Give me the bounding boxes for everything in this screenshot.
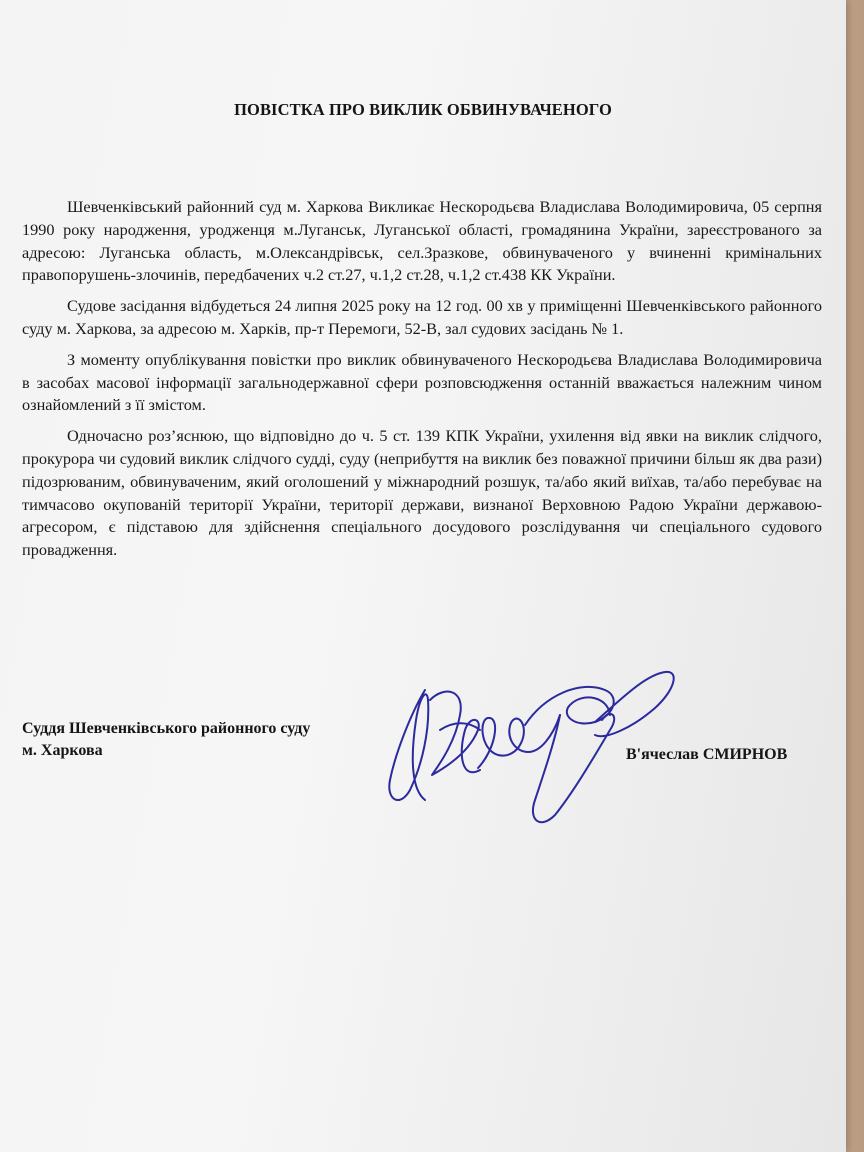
paragraph-hearing: Судове засідання відбудеться 24 липня 2025 року на 12 год. 00 хв у приміщенні Шевченківського районного суду м. Харкова, за адресою м. Харків, пр-т Перемоги, 52-В, зал судових засідань № 1. [22,296,822,338]
signoff-position [22,718,310,762]
paragraph-explanation: Одночасно роз’яснюю, що відповідно до ч. 5 ст. 139 КПК України, ухилення від явки на виклик слідчого, прокурора чи судовий виклик слідчого судді, суду (неприбуття на виклик без поважної причини більш як два рази) підозрюваним, обвинуваченим, який оголошений у міжнародний розшук, та/або який виїхав, та/або перебуває на тимчасово окупованій території України, території держави, визнаної Верховною Радою України державою-агресором, є підставою для здійснення спеціального досудового розслідування чи спеціального судового провадження. [22,426,822,560]
document-body [22,196,822,570]
signer-name: В'ячеслав СМИРНОВ [626,746,788,763]
paragraph-summons: Шевченківський районний суд м. Харкова Викликає Нескородьєва Владислава Володимировича, 05 серпня 1990 року народження, уродженця м.Луганськ, Луганської області, громадянина України, зареєстрованого за адресою: Луганська область, м.Олександрівськ, сел.Зразкове, обвинуваченого у вчиненні кримінальних правопорушень-злочинів, передбачених ч.2 ст.27, ч.1,2 ст.28, ч.1,2 ст.438 КК України. [22,197,822,285]
paragraph-publication: З моменту опублікування повістки про виклик обвинуваченого Нескородьєва Владислава Володимировича в засобах масової інформації загальнодержавної сфери розповсюдження останній вважається належним чином ознайомлений з її змістом. [22,349,822,415]
document-title: ПОВІСТКА ПРО ВИКЛИК ОБВИНУВАЧЕНОГО [234,100,612,119]
signoff-position-line1: Суддя Шевченківського районного суду [22,720,311,737]
signoff-position-line2: м. Харкова [22,742,103,759]
